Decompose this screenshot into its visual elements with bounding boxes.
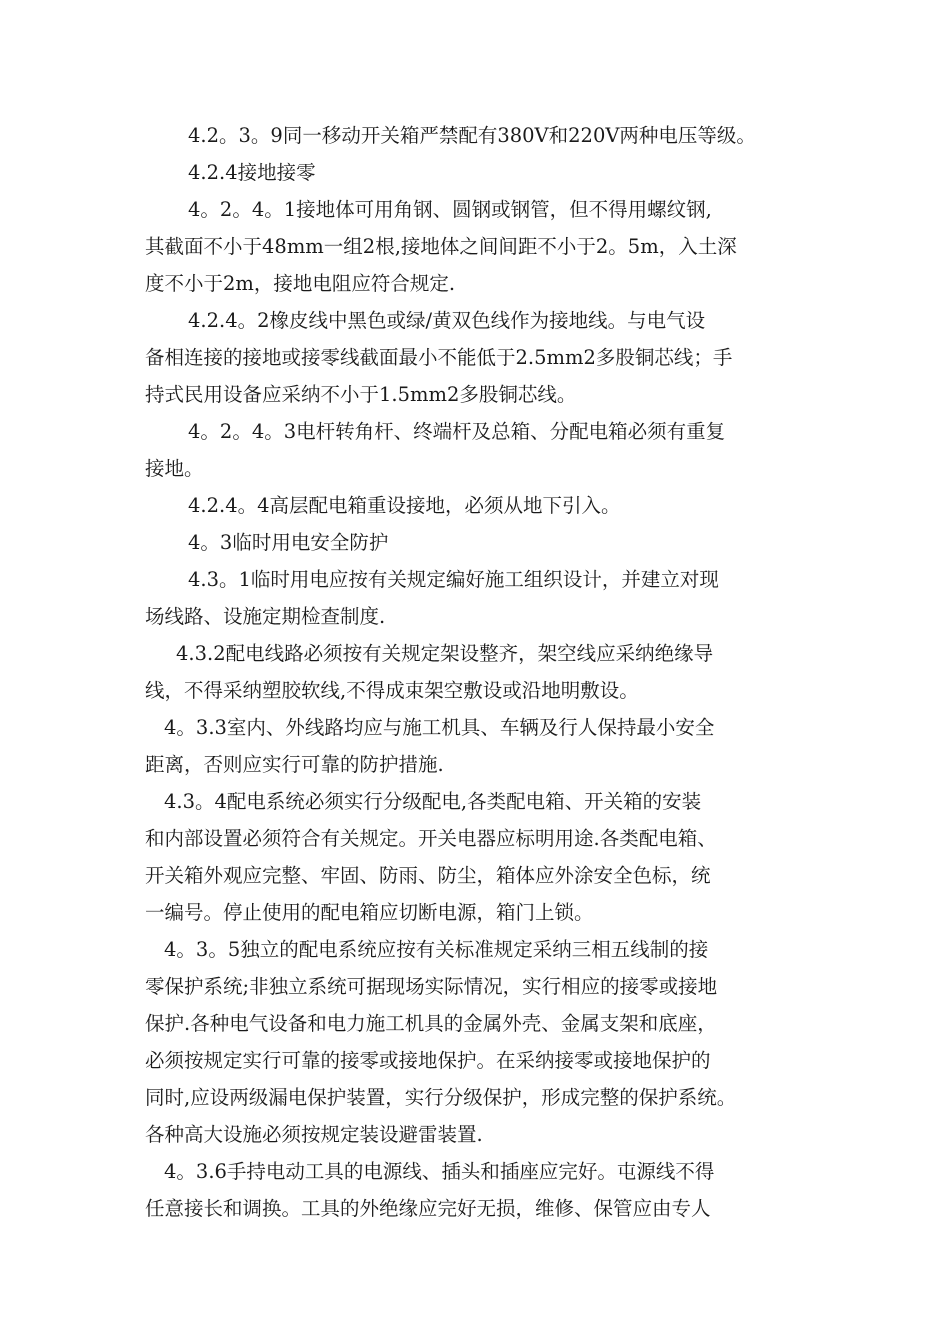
text-line: 4.3.2配电线路必须按有关规定架设整齐，架空线应采纳绝缘导	[176, 642, 714, 665]
text-line: 度不小于2m，接地电阻应符合规定.	[145, 272, 456, 295]
text-line: 4.2.4。2橡皮线中黑色或绿/黄双色线作为接地线。与电气设	[188, 309, 706, 332]
text-line: 4。2。4。1接地体可用角钢、圆钢或钢管，但不得用螺纹钢,	[188, 198, 712, 221]
text-line: 备相连接的接地或接零线截面最小不能低于2.5mm2多股铜芯线；手	[145, 346, 733, 369]
text-line: 一编号。停止使用的配电箱应切断电源，箱门上锁。	[145, 901, 594, 924]
text-line: 4。3.3室内、外线路均应与施工机具、车辆及行人保持最小安全	[164, 716, 715, 739]
text-line: 同时,应设两级漏电保护装置，实行分级保护，形成完整的保护系统。	[145, 1086, 737, 1109]
text-line: 必须按规定实行可靠的接零或接地保护。在采纳接零或接地保护的	[145, 1049, 711, 1072]
text-line: 场线路、设施定期检查制度.	[145, 605, 386, 628]
text-line: 零保护系统;非独立系统可据现场实际情况，实行相应的接零或接地	[145, 975, 718, 998]
text-line: 持式民用设备应采纳不小于1.5mm2多股铜芯线。	[145, 383, 577, 406]
text-line: 接地。	[145, 457, 204, 480]
text-line: 4.2。3。9同一移动开关箱严禁配有380V和220V两种电压等级。	[188, 124, 756, 147]
text-line: 4。2。4。3电杆转角杆、终端杆及总箱、分配电箱必须有重复	[188, 420, 726, 443]
text-line: 4.3。4配电系统必须实行分级配电,各类配电箱、开关箱的安装	[164, 790, 702, 813]
text-line: 任意接长和调换。工具的外绝缘应完好无损，维修、保管应由专人	[145, 1197, 711, 1220]
text-line: 距离，否则应实行可靠的防护措施.	[145, 753, 444, 776]
text-line: 保护.各种电气设备和电力施工机具的金属外壳、金属支架和底座，	[145, 1012, 717, 1035]
text-line: 开关箱外观应完整、牢固、防雨、防尘，箱体应外涂安全色标，统	[145, 864, 711, 887]
text-line: 4.3。1临时用电应按有关规定编好施工组织设计，并建立对现	[188, 568, 719, 591]
text-line: 4。3.6手持电动工具的电源线、插头和插座应完好。屯源线不得	[164, 1160, 715, 1183]
text-line: 4.2.4。4高层配电箱重设接地，必须从地下引入。	[188, 494, 621, 517]
text-line: 其截面不小于48mm一组2根,接地体之间间距不小于2。5m，入土深	[145, 235, 737, 258]
text-line: 4。3。5独立的配电系统应按有关标准规定采纳三相五线制的接	[164, 938, 709, 961]
text-line: 和内部设置必须符合有关规定。开关电器应标明用途.各类配电箱、	[145, 827, 717, 850]
text-line: 各种高大设施必须按规定装设避雷装置.	[145, 1123, 483, 1146]
section-heading: 4。3临时用电安全防护	[188, 531, 389, 554]
text-line: 线，不得采纳塑胶软线,不得成束架空敷设或沿地明敷设。	[145, 679, 639, 702]
section-heading: 4.2.4接地接零	[188, 161, 316, 184]
